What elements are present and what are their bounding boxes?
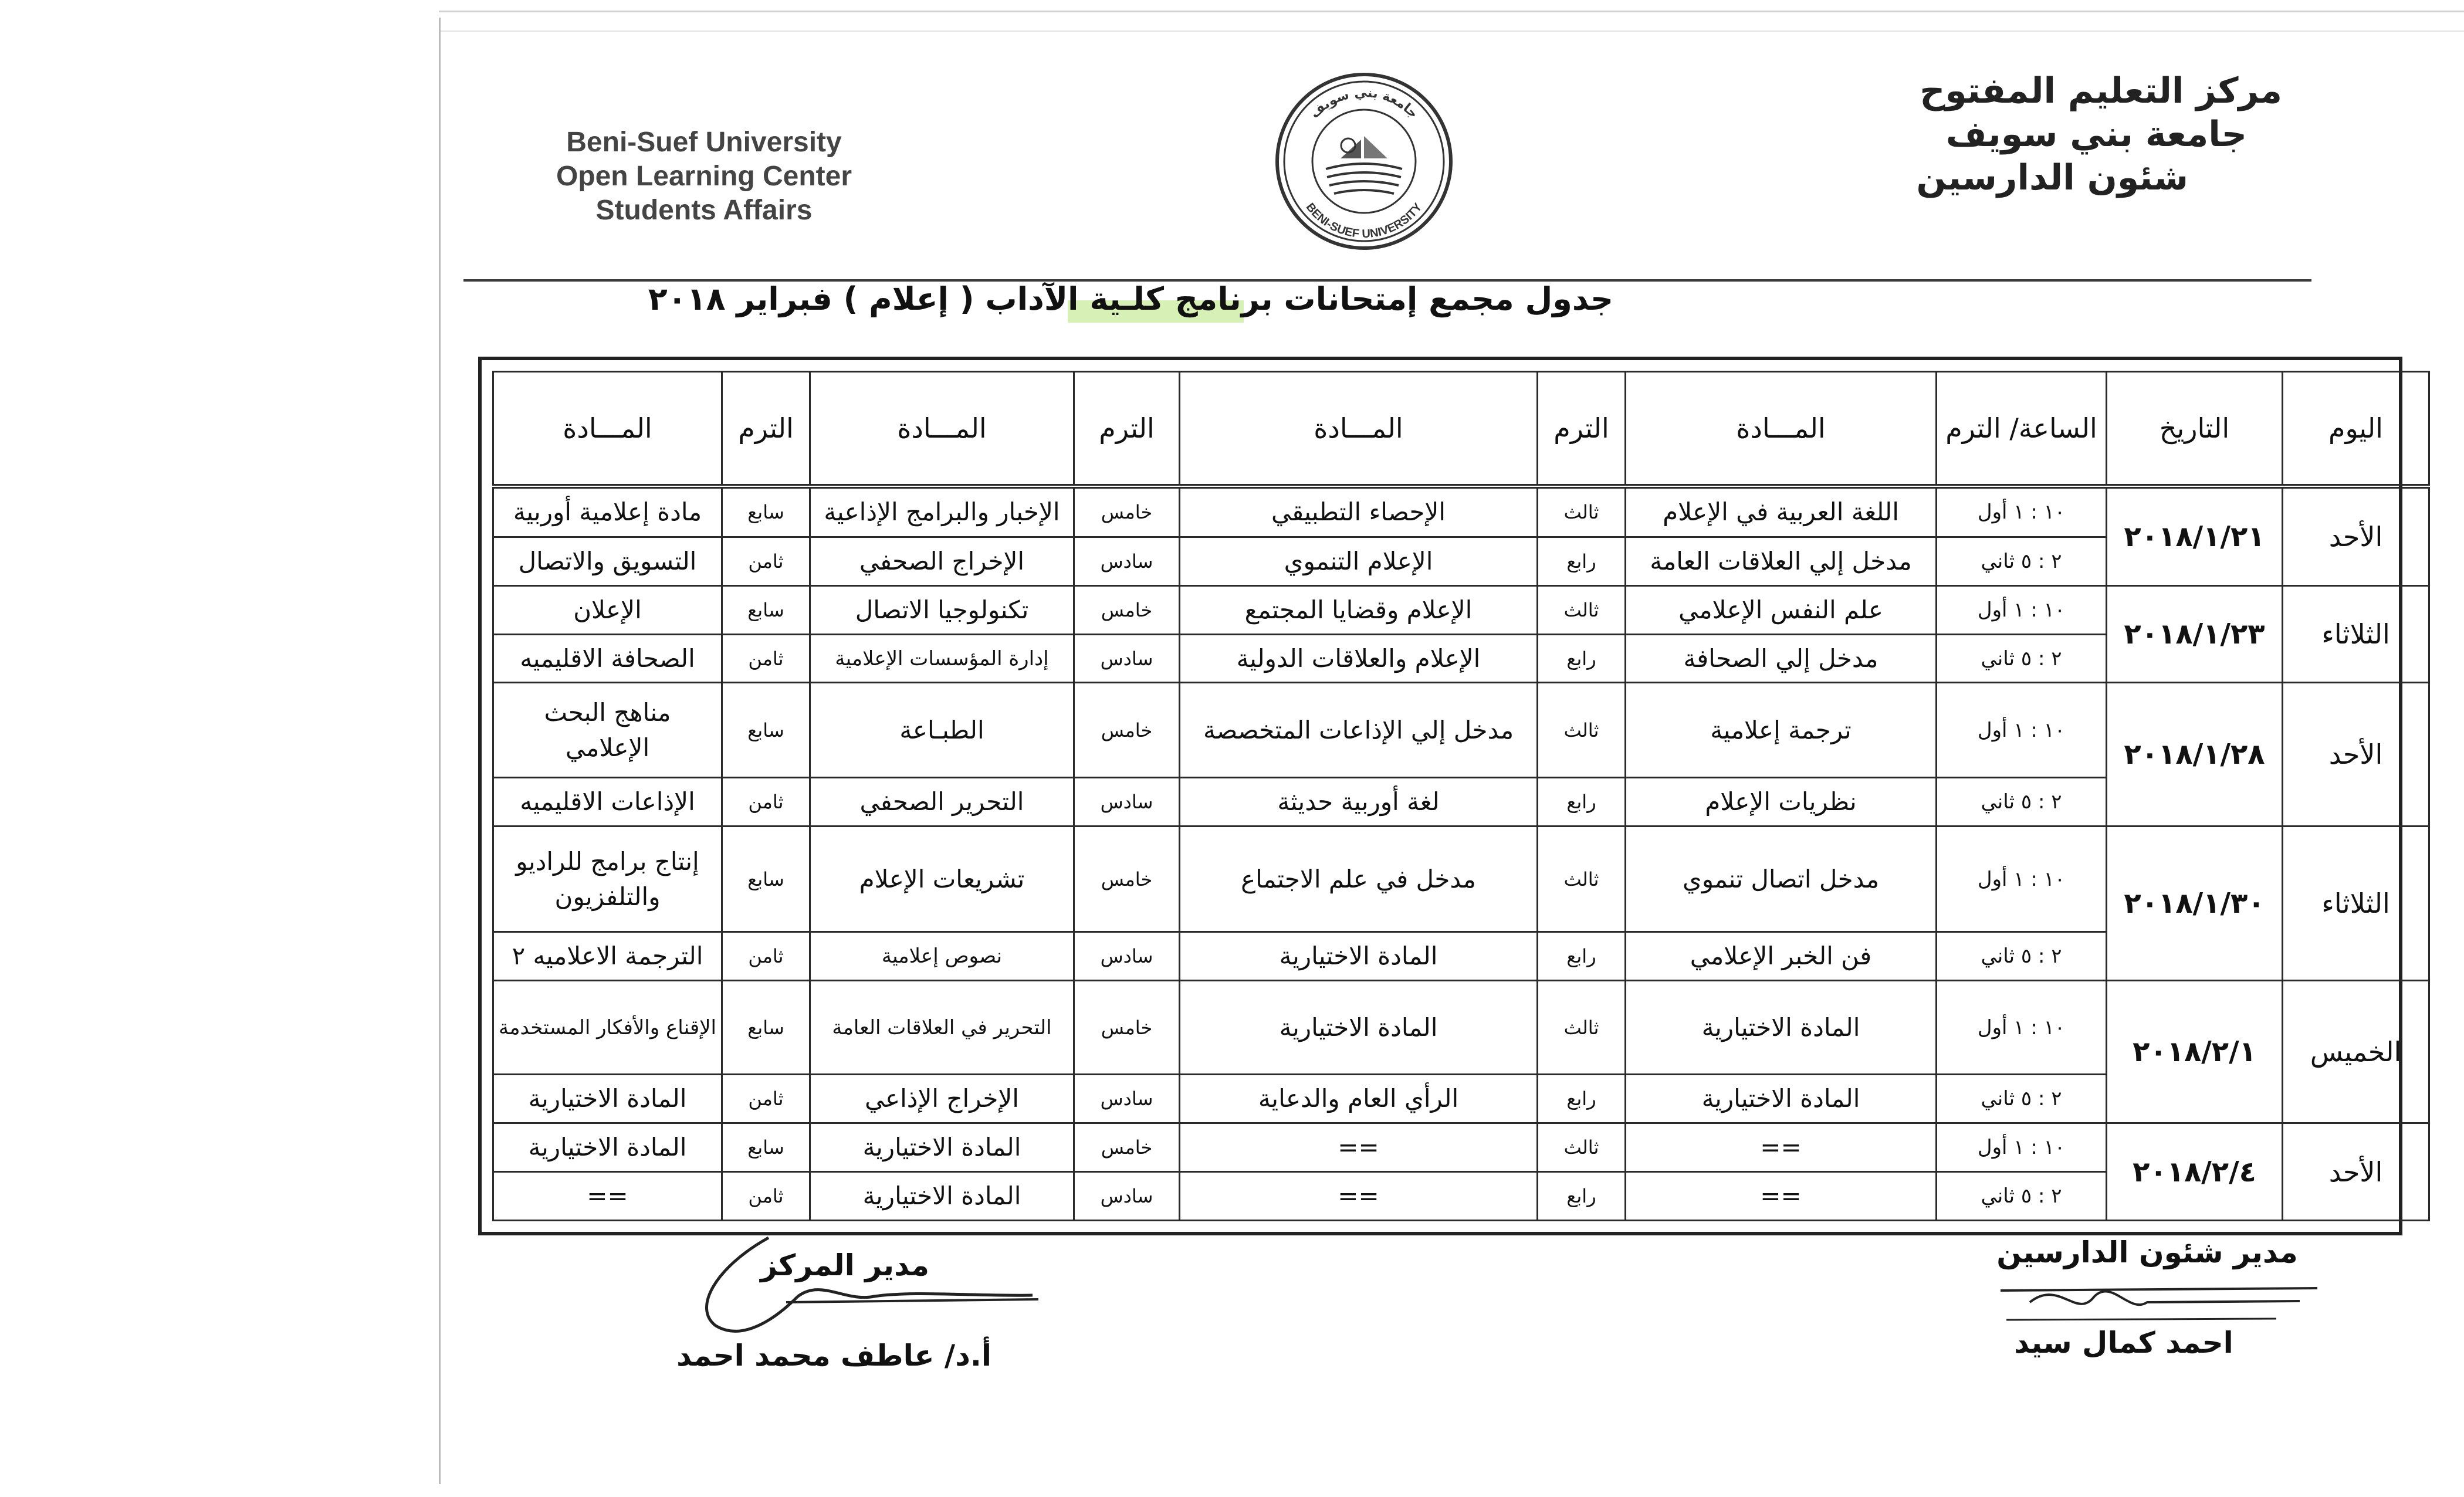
- term-cell: سادس: [1074, 537, 1180, 585]
- subject-cell: التسويق والاتصال: [493, 537, 722, 585]
- term-cell: خامس: [1074, 683, 1180, 778]
- term-cell: رابع: [1538, 932, 1626, 981]
- table-row: [493, 683, 2429, 778]
- subject-cell: الطبـاعة: [810, 683, 1074, 778]
- schedule-title: جدول مجمع إمتحانات برنامج كلـية الآداب ( إعلام ) فبراير ٢٠١٨: [648, 280, 1613, 317]
- subject-cell: المادة الاختيارية: [1180, 932, 1538, 981]
- term-cell: سابع: [722, 1123, 810, 1172]
- term-cell: ثالث: [1538, 981, 1626, 1075]
- schedule-table-frame: [478, 357, 2402, 1235]
- header-subject-3: المـــادة: [810, 372, 1074, 487]
- subject-cell: الإخبار والبرامج الإذاعية: [810, 486, 1074, 537]
- subject-cell: ==: [1180, 1123, 1538, 1172]
- subject-cell: لغة أوربية حديثة: [1180, 778, 1538, 827]
- day-cell: الخميس: [2283, 981, 2429, 1123]
- time-cell: ١٠ : ١ أول: [1937, 827, 2107, 932]
- header-english: [516, 126, 892, 228]
- table-header-row: [493, 372, 2429, 487]
- page-edge-top: [439, 11, 2464, 12]
- subject-cell: مدخل إلي العلاقات العامة: [1626, 537, 1937, 585]
- left-signature-scribble: [681, 1226, 1044, 1343]
- term-cell: سابع: [722, 981, 810, 1075]
- time-cell: ٢ : ٥ ثاني: [1937, 932, 2107, 981]
- subject-cell: نظريات الإعلام: [1626, 778, 1937, 827]
- left-signature-name: أ.د/ عاطف محمد احمد: [676, 1339, 991, 1373]
- term-cell: ثالث: [1538, 1123, 1626, 1172]
- header-arabic: [1871, 69, 2282, 199]
- header-en-line1: Beni-Suef University: [566, 127, 842, 158]
- header-term-2: الترم: [1538, 372, 1626, 487]
- time-cell: ١٠ : ١ أول: [1937, 683, 2107, 778]
- term-cell: سادس: [1074, 1075, 1180, 1123]
- table-row: [493, 1123, 2429, 1172]
- term-cell: خامس: [1074, 827, 1180, 932]
- term-cell: ثامن: [722, 634, 810, 683]
- header-ar-line1: مركز التعليم المفتوح: [1920, 70, 2282, 111]
- term-cell: سادس: [1074, 932, 1180, 981]
- subject-cell: ==: [1626, 1123, 1937, 1172]
- subject-cell: ترجمة إعلامية: [1626, 683, 1937, 778]
- term-cell: رابع: [1538, 537, 1626, 585]
- subject-cell: نصوص إعلامية: [810, 932, 1074, 981]
- header-ar-line2: جامعة بني سويف: [1945, 114, 2247, 155]
- term-cell: ثالث: [1538, 683, 1626, 778]
- term-cell: ثالث: [1538, 585, 1626, 634]
- term-cell: ثامن: [722, 778, 810, 827]
- subject-cell: فن الخبر الإعلامي: [1626, 932, 1937, 981]
- subject-cell: الرأي العام والدعاية: [1180, 1075, 1538, 1123]
- term-cell: ثامن: [722, 1172, 810, 1221]
- term-cell: خامس: [1074, 585, 1180, 634]
- header-ar-line3: شئون الدارسين: [1916, 157, 2188, 198]
- schedule-table: [492, 371, 2430, 1221]
- day-cell: الأحد: [2283, 486, 2429, 585]
- term-cell: رابع: [1538, 778, 1626, 827]
- term-cell: ثامن: [722, 932, 810, 981]
- header-term-3: الترم: [1074, 372, 1180, 487]
- right-signature-name: احمد كمال سيد: [2014, 1326, 2233, 1360]
- term-cell: ثامن: [722, 1075, 810, 1123]
- subject-cell: الإذاعات الاقليميه: [493, 778, 722, 827]
- subject-cell: التحرير الصحفي: [810, 778, 1074, 827]
- day-cell: الأحد: [2283, 683, 2429, 827]
- table-row: [493, 981, 2429, 1075]
- subject-cell: الإعلام وقضايا المجتمع: [1180, 585, 1538, 634]
- university-logo: [1273, 70, 1455, 252]
- page-edge-left: [439, 18, 441, 1484]
- schedule-title-block: [648, 276, 1613, 323]
- subject-cell: التحرير في العلاقات العامة: [810, 981, 1074, 1075]
- subject-cell: الإعلان: [493, 585, 722, 634]
- left-signature-title: مدير المركز: [760, 1248, 929, 1282]
- time-cell: ٢ : ٥ ثاني: [1937, 1075, 2107, 1123]
- svg-text:جامعة بني سويف: [1308, 86, 1421, 121]
- subject-cell: مناهج البحث الإعلامي: [493, 683, 722, 778]
- date-cell: ٢٠١٨/٢/١: [2107, 981, 2283, 1123]
- day-cell: الأحد: [2283, 1123, 2429, 1221]
- date-cell: ٢٠١٨/١/٣٠: [2107, 827, 2283, 981]
- date-cell: ٢٠١٨/١/٢٨: [2107, 683, 2283, 827]
- logo-bottom-text: BENI-SUEF UNIVERSITY: [1303, 201, 1425, 241]
- subject-cell: المادة الاختيارية: [810, 1172, 1074, 1221]
- term-cell: خامس: [1074, 1123, 1180, 1172]
- header-subject-2: المـــادة: [1180, 372, 1538, 487]
- term-cell: سابع: [722, 827, 810, 932]
- term-cell: سادس: [1074, 1172, 1180, 1221]
- time-cell: ٢ : ٥ ثاني: [1937, 1172, 2107, 1221]
- header-en-line3: Students Affairs: [595, 195, 813, 226]
- term-cell: خامس: [1074, 981, 1180, 1075]
- date-cell: ٢٠١٨/١/٢١: [2107, 486, 2283, 585]
- time-cell: ١٠ : ١ أول: [1937, 1123, 2107, 1172]
- subject-cell: الإخراج الصحفي: [810, 537, 1074, 585]
- header-subject-1: المـــادة: [1626, 372, 1937, 487]
- subject-cell: تشريعات الإعلام: [810, 827, 1074, 932]
- term-cell: رابع: [1538, 1172, 1626, 1221]
- subject-cell: الترجمة الاعلاميه ٢: [493, 932, 722, 981]
- term-cell: سابع: [722, 683, 810, 778]
- subject-cell: مدخل في علم الاجتماع: [1180, 827, 1538, 932]
- term-cell: ثالث: [1538, 486, 1626, 537]
- subject-cell: المادة الاختيارية: [1180, 981, 1538, 1075]
- term-cell: رابع: [1538, 634, 1626, 683]
- date-cell: ٢٠١٨/٢/٤: [2107, 1123, 2283, 1221]
- subject-cell: مدخل إلي الإذاعات المتخصصة: [1180, 683, 1538, 778]
- subject-cell: مدخل اتصال تنموي: [1626, 827, 1937, 932]
- subject-cell: المادة الاختيارية: [493, 1075, 722, 1123]
- day-cell: الثلاثاء: [2283, 585, 2429, 683]
- time-cell: ٢ : ٥ ثاني: [1937, 634, 2107, 683]
- term-cell: ثالث: [1538, 827, 1626, 932]
- svg-text:BENI-SUEF UNIVERSITY: [1304, 201, 1425, 241]
- subject-cell: اللغة العربية في الإعلام: [1626, 486, 1937, 537]
- subject-cell: المادة الاختيارية: [810, 1123, 1074, 1172]
- header-day: اليوم: [2283, 372, 2429, 487]
- term-cell: سابع: [722, 486, 810, 537]
- subject-cell: ==: [1626, 1172, 1937, 1221]
- header-term-4: الترم: [722, 372, 810, 487]
- page-edge-line: [439, 31, 2464, 32]
- right-signature-scribble: [1995, 1267, 2323, 1332]
- table-row: [493, 585, 2429, 634]
- time-cell: ١٠ : ١ أول: [1937, 585, 2107, 634]
- header-time: الساعة/ الترم: [1937, 372, 2107, 487]
- subject-cell: علم النفس الإعلامي: [1626, 585, 1937, 634]
- term-cell: سادس: [1074, 634, 1180, 683]
- header-subject-4: المـــادة: [493, 372, 722, 487]
- table-row: [493, 827, 2429, 932]
- subject-cell: الإحصاء التطبيقي: [1180, 486, 1538, 537]
- right-signature-title: مدير شئون الدارسين: [1996, 1235, 2298, 1269]
- logo-top-text: جامعة بني سويف: [1307, 85, 1421, 122]
- table-row: [493, 486, 2429, 537]
- subject-cell: إدارة المؤسسات الإعلامية: [810, 634, 1074, 683]
- time-cell: ٢ : ٥ ثاني: [1937, 537, 2107, 585]
- time-cell: ٢ : ٥ ثاني: [1937, 778, 2107, 827]
- time-cell: ١٠ : ١ أول: [1937, 981, 2107, 1075]
- subject-cell: إنتاج برامج للراديو والتلفزيون: [493, 827, 722, 932]
- subject-cell: ==: [1180, 1172, 1538, 1221]
- subject-cell: مادة إعلامية أوربية: [493, 486, 722, 537]
- subject-cell: مدخل إلي الصحافة: [1626, 634, 1937, 683]
- term-cell: خامس: [1074, 486, 1180, 537]
- term-cell: رابع: [1538, 1075, 1626, 1123]
- subject-cell: الإعلام التنموي: [1180, 537, 1538, 585]
- subject-cell: الصحافة الاقليميه: [493, 634, 722, 683]
- term-cell: سادس: [1074, 778, 1180, 827]
- header-en-line2: Open Learning Center: [556, 161, 852, 192]
- subject-cell: المادة الاختيارية: [493, 1123, 722, 1172]
- subject-cell: تكنولوجيا الاتصال: [810, 585, 1074, 634]
- header-date: التاريخ: [2107, 372, 2283, 487]
- subject-cell: المادة الاختيارية: [1626, 981, 1937, 1075]
- subject-cell: الإقناع والأفكار المستخدمة: [493, 981, 722, 1075]
- day-cell: الثلاثاء: [2283, 827, 2429, 981]
- term-cell: ثامن: [722, 537, 810, 585]
- term-cell: سابع: [722, 585, 810, 634]
- subject-cell: ==: [493, 1172, 722, 1221]
- subject-cell: المادة الاختيارية: [1626, 1075, 1937, 1123]
- subject-cell: الإخراج الإذاعي: [810, 1075, 1074, 1123]
- time-cell: ١٠ : ١ أول: [1937, 486, 2107, 537]
- subject-cell: الإعلام والعلاقات الدولية: [1180, 634, 1538, 683]
- date-cell: ٢٠١٨/١/٢٣: [2107, 585, 2283, 683]
